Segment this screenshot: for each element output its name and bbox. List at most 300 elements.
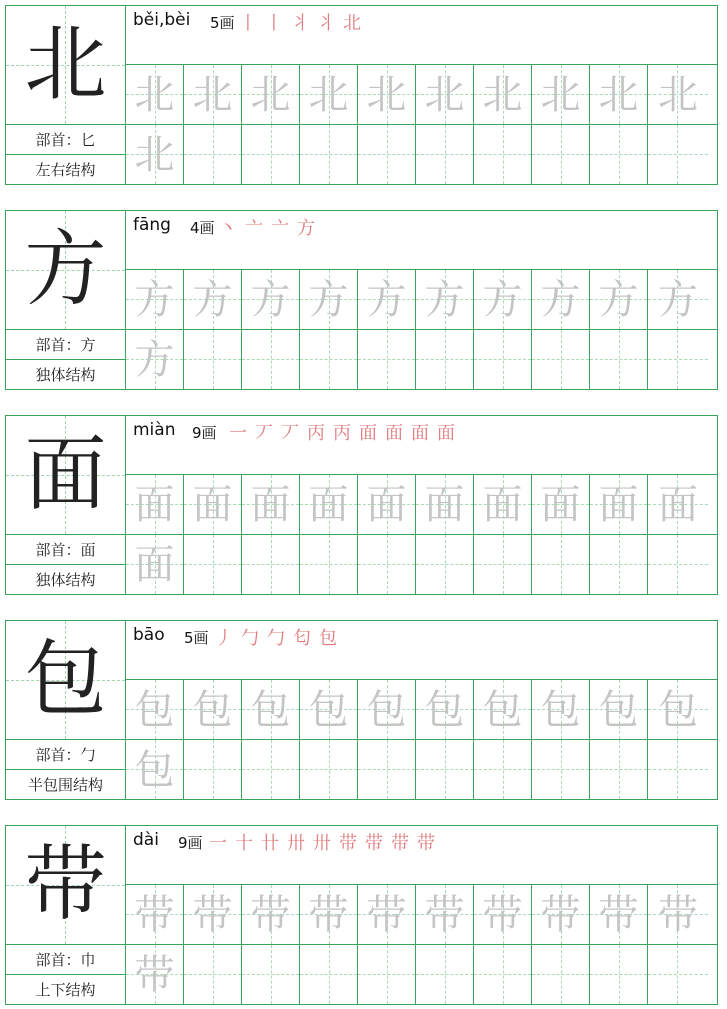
writing-cell[interactable] (590, 270, 648, 329)
stroke-count: 5画 (184, 629, 209, 647)
character-card (5, 620, 718, 800)
trace-character: 带 (482, 891, 523, 938)
trace-character: 包 (250, 686, 291, 733)
stroke-step: 丨 (265, 13, 283, 34)
guide-line (329, 330, 330, 389)
writing-cell[interactable] (416, 945, 474, 1004)
writing-cell[interactable] (300, 885, 358, 944)
stroke-step: 带 (391, 833, 409, 854)
practice-row (126, 945, 717, 1004)
writing-cell[interactable] (358, 885, 416, 944)
guide-line (648, 564, 708, 565)
writing-cell[interactable] (126, 270, 184, 329)
writing-cell[interactable] (184, 680, 242, 739)
writing-cell[interactable] (532, 475, 590, 534)
guide-line (445, 535, 446, 594)
writing-cell[interactable] (242, 125, 300, 184)
guide-line (677, 330, 678, 389)
writing-cell[interactable] (126, 65, 184, 124)
writing-cell[interactable] (532, 945, 590, 1004)
writing-cell[interactable] (532, 270, 590, 329)
writing-cell[interactable] (300, 65, 358, 124)
guide-line (677, 535, 678, 594)
guide-line (387, 740, 388, 799)
radical-label: 部首：方 (6, 330, 125, 360)
trace-character: 包 (598, 686, 639, 733)
writing-cell[interactable] (532, 125, 590, 184)
writing-cell[interactable] (184, 945, 242, 1004)
stroke-step: 丬 (291, 13, 309, 34)
structure-label: 左右结构 (35, 161, 96, 179)
trace-character: 北 (308, 71, 349, 118)
guide-line (329, 740, 330, 799)
tracing-row (126, 270, 717, 330)
guide-line (619, 125, 620, 184)
writing-cell[interactable] (532, 535, 590, 594)
trace-character: 面 (134, 541, 175, 588)
model-character-box (6, 416, 125, 535)
writing-cell[interactable] (242, 270, 300, 329)
tracing-row (126, 475, 717, 535)
stroke-order-sequence (216, 214, 318, 240)
stroke-order-sequence (206, 829, 438, 855)
practice-row (126, 740, 717, 799)
character-card (5, 825, 718, 1005)
stroke-step: 卄 (261, 833, 279, 854)
writing-cell[interactable] (416, 125, 474, 184)
writing-cell[interactable] (532, 885, 590, 944)
writing-cell[interactable] (590, 945, 648, 1004)
radical-label: 部首：匕 (6, 125, 125, 155)
guide-line (619, 330, 620, 389)
trace-character: 方 (308, 276, 349, 323)
pinyin: běi,bèi (133, 10, 191, 30)
writing-cell[interactable] (590, 535, 648, 594)
guide-line (561, 945, 562, 1004)
trace-character: 带 (540, 891, 581, 938)
trace-character: 面 (134, 481, 175, 528)
character-header (126, 6, 717, 65)
guide-line (503, 945, 504, 1004)
writing-cell[interactable] (184, 535, 242, 594)
writing-cell[interactable] (590, 475, 648, 534)
radical-label: 部首：面 (6, 535, 125, 565)
writing-cell[interactable] (242, 680, 300, 739)
trace-character: 带 (424, 891, 465, 938)
pinyin: miàn (133, 420, 176, 440)
structure-label: 上下结构 (35, 981, 96, 999)
trace-character: 包 (134, 686, 175, 733)
guide-line (387, 945, 388, 1004)
character-info-panel (6, 6, 126, 184)
trace-character: 北 (366, 71, 407, 118)
writing-cell[interactable] (242, 740, 300, 799)
trace-character: 北 (134, 131, 175, 178)
trace-character: 面 (424, 481, 465, 528)
writing-cell[interactable] (416, 535, 474, 594)
trace-character: 方 (250, 276, 291, 323)
writing-cell[interactable] (126, 125, 184, 184)
guide-line (271, 740, 272, 799)
stroke-step: 一 (229, 423, 247, 444)
trace-character: 北 (658, 71, 698, 118)
trace-character: 面 (482, 481, 523, 528)
trace-character: 北 (250, 71, 291, 118)
stroke-step: 方 (297, 218, 315, 239)
guide-line (648, 974, 708, 975)
model-character: 北 (24, 17, 107, 112)
writing-cell[interactable] (474, 945, 532, 1004)
trace-character: 面 (308, 481, 349, 528)
guide-line (648, 769, 708, 770)
writing-cell[interactable] (358, 535, 416, 594)
writing-cell[interactable] (416, 65, 474, 124)
guide-line (271, 945, 272, 1004)
guide-line (561, 535, 562, 594)
trace-character: 带 (598, 891, 639, 938)
stroke-step: 勹 (267, 628, 285, 649)
trace-character: 包 (366, 686, 407, 733)
guide-line (213, 535, 214, 594)
writing-cell[interactable] (648, 740, 708, 799)
writing-cell[interactable] (590, 885, 648, 944)
writing-cell[interactable] (126, 680, 184, 739)
guide-line (503, 535, 504, 594)
structure-label: 半包围结构 (27, 776, 103, 794)
trace-character: 北 (540, 71, 581, 118)
writing-cell[interactable] (474, 535, 532, 594)
guide-line (213, 740, 214, 799)
writing-cell[interactable] (648, 475, 708, 534)
guide-line (213, 330, 214, 389)
character-card (5, 210, 718, 390)
pinyin: bāo (133, 625, 165, 645)
writing-cell[interactable] (184, 885, 242, 944)
writing-cell[interactable] (126, 945, 184, 1004)
writing-cell[interactable] (474, 740, 532, 799)
writing-cell[interactable] (474, 885, 532, 944)
writing-cell[interactable] (648, 680, 708, 739)
guide-line (677, 740, 678, 799)
practice-row (126, 535, 717, 594)
writing-cell[interactable] (532, 65, 590, 124)
writing-cell[interactable] (416, 885, 474, 944)
writing-cell[interactable] (474, 270, 532, 329)
guide-line (387, 125, 388, 184)
trace-character: 带 (366, 891, 407, 938)
writing-cell[interactable] (126, 475, 184, 534)
stroke-step: 丿 (215, 628, 233, 649)
guide-line (503, 125, 504, 184)
stroke-step: 亠 (245, 218, 263, 239)
guide-line (329, 125, 330, 184)
trace-character: 北 (134, 71, 175, 118)
guide-line (503, 740, 504, 799)
guide-line (213, 125, 214, 184)
trace-character: 包 (424, 686, 465, 733)
practice-row (126, 330, 717, 389)
stroke-step: 勹 (241, 628, 259, 649)
stroke-step: 面 (359, 423, 377, 444)
trace-character: 北 (192, 71, 233, 118)
writing-cell[interactable] (300, 535, 358, 594)
stroke-step: 带 (417, 833, 435, 854)
guide-line (561, 125, 562, 184)
writing-cell[interactable] (184, 270, 242, 329)
writing-cell[interactable] (358, 270, 416, 329)
writing-cell[interactable] (242, 330, 300, 389)
practice-row (126, 125, 717, 184)
trace-character: 面 (192, 481, 233, 528)
guide-line (387, 330, 388, 389)
practice-panel (126, 6, 717, 184)
writing-cell[interactable] (474, 475, 532, 534)
writing-cell[interactable] (300, 475, 358, 534)
writing-cell[interactable] (590, 125, 648, 184)
trace-character: 带 (308, 891, 349, 938)
pinyin: fāng (133, 215, 171, 235)
writing-cell[interactable] (648, 65, 708, 124)
structure-label: 独体结构 (35, 366, 96, 384)
writing-cell[interactable] (300, 125, 358, 184)
writing-cell[interactable] (532, 740, 590, 799)
writing-cell[interactable] (358, 740, 416, 799)
writing-cell[interactable] (300, 945, 358, 1004)
tracing-row (126, 65, 717, 125)
trace-character: 包 (540, 686, 581, 733)
character-header (126, 826, 717, 885)
writing-cell[interactable] (126, 885, 184, 944)
stroke-step: 十 (235, 833, 253, 854)
stroke-step: 面 (385, 423, 403, 444)
trace-character: 方 (482, 276, 523, 323)
model-character: 方 (24, 222, 107, 317)
writing-cell[interactable] (416, 680, 474, 739)
guide-line (445, 125, 446, 184)
writing-cell[interactable] (126, 740, 184, 799)
stroke-step: 一 (209, 833, 227, 854)
model-character-box (6, 621, 125, 740)
writing-cell[interactable] (358, 475, 416, 534)
writing-cell[interactable] (126, 535, 184, 594)
stroke-step: 带 (365, 833, 383, 854)
guide-line (271, 535, 272, 594)
writing-cell[interactable] (184, 475, 242, 534)
writing-cell[interactable] (184, 740, 242, 799)
writing-cell[interactable] (648, 885, 708, 944)
writing-cell[interactable] (242, 535, 300, 594)
writing-cell[interactable] (358, 65, 416, 124)
trace-character: 包 (658, 686, 698, 733)
guide-line (561, 330, 562, 389)
stroke-step: 北 (343, 13, 361, 34)
stroke-step: 面 (411, 423, 429, 444)
writing-cell[interactable] (532, 330, 590, 389)
guide-line (648, 359, 708, 360)
model-character: 带 (24, 837, 107, 932)
guide-line (445, 740, 446, 799)
writing-cell[interactable] (242, 885, 300, 944)
character-card (5, 5, 718, 185)
stroke-step: 丆 (255, 423, 273, 444)
stroke-step: 丶 (219, 218, 237, 239)
stroke-count: 5画 (210, 14, 235, 32)
trace-character: 带 (134, 891, 175, 938)
writing-cell[interactable] (648, 270, 708, 329)
writing-cell[interactable] (300, 740, 358, 799)
trace-character: 面 (658, 481, 698, 528)
trace-character: 带 (658, 891, 698, 938)
structure-label: 独体结构 (35, 571, 96, 589)
trace-character: 方 (424, 276, 465, 323)
guide-line (619, 535, 620, 594)
guide-line (329, 945, 330, 1004)
radical-label: 部首：勹 (6, 740, 125, 770)
guide-line (561, 740, 562, 799)
stroke-order-sequence (212, 624, 340, 650)
stroke-step: 丆 (281, 423, 299, 444)
writing-cell[interactable] (300, 680, 358, 739)
stroke-step: 亠 (271, 218, 289, 239)
writing-cell[interactable] (126, 330, 184, 389)
guide-line (677, 945, 678, 1004)
stroke-step: 丙 (333, 423, 351, 444)
pinyin: dài (133, 830, 159, 850)
model-character: 面 (24, 427, 107, 522)
tracing-row (126, 680, 717, 740)
trace-character: 带 (134, 951, 175, 998)
guide-line (387, 535, 388, 594)
trace-character: 带 (250, 891, 291, 938)
writing-cell[interactable] (184, 65, 242, 124)
guide-line (677, 125, 678, 184)
trace-character: 包 (134, 746, 175, 793)
trace-character: 带 (192, 891, 233, 938)
trace-character: 面 (250, 481, 291, 528)
writing-cell[interactable] (590, 680, 648, 739)
writing-cell[interactable] (648, 535, 708, 594)
trace-character: 方 (658, 276, 698, 323)
writing-cell[interactable] (416, 270, 474, 329)
writing-cell[interactable] (242, 945, 300, 1004)
writing-cell[interactable] (474, 125, 532, 184)
writing-cell[interactable] (474, 65, 532, 124)
character-header (126, 416, 717, 475)
trace-character: 面 (598, 481, 639, 528)
guide-line (271, 330, 272, 389)
stroke-count: 9画 (192, 424, 217, 442)
trace-character: 包 (308, 686, 349, 733)
writing-cell[interactable] (358, 680, 416, 739)
trace-character: 面 (366, 481, 407, 528)
writing-cell[interactable] (416, 330, 474, 389)
stroke-step: 卅 (313, 833, 331, 854)
character-card (5, 415, 718, 595)
writing-cell[interactable] (648, 945, 708, 1004)
writing-cell[interactable] (358, 125, 416, 184)
writing-cell[interactable] (242, 65, 300, 124)
writing-cell[interactable] (358, 330, 416, 389)
character-info-panel (6, 211, 126, 389)
guide-line (445, 945, 446, 1004)
stroke-step: 丙 (307, 423, 325, 444)
tracing-row (126, 885, 717, 945)
stroke-step: 丬 (317, 13, 335, 34)
guide-line (648, 154, 708, 155)
writing-cell[interactable] (648, 125, 708, 184)
guide-line (329, 535, 330, 594)
writing-cell[interactable] (416, 475, 474, 534)
character-header (126, 211, 717, 270)
guide-line (619, 945, 620, 1004)
writing-cell[interactable] (300, 330, 358, 389)
guide-line (619, 740, 620, 799)
model-character-box (6, 6, 125, 125)
writing-cell[interactable] (358, 945, 416, 1004)
stroke-step: 带 (339, 833, 357, 854)
practice-panel (126, 826, 717, 1004)
trace-character: 方 (366, 276, 407, 323)
trace-character: 方 (134, 276, 175, 323)
guide-line (445, 330, 446, 389)
model-character-box (6, 826, 125, 945)
writing-cell[interactable] (590, 65, 648, 124)
writing-cell[interactable] (184, 330, 242, 389)
trace-character: 面 (540, 481, 581, 528)
practice-panel (126, 211, 717, 389)
guide-line (213, 945, 214, 1004)
stroke-order-sequence (226, 419, 458, 445)
guide-line (271, 125, 272, 184)
stroke-count: 4画 (190, 219, 215, 237)
trace-character: 北 (482, 71, 523, 118)
writing-cell[interactable] (242, 475, 300, 534)
stroke-step: 面 (437, 423, 455, 444)
model-character-box (6, 211, 125, 330)
stroke-step: 卅 (287, 833, 305, 854)
writing-cell[interactable] (474, 330, 532, 389)
writing-cell[interactable] (416, 740, 474, 799)
stroke-step: 丨 (239, 13, 257, 34)
stroke-step: 匂 (293, 628, 311, 649)
trace-character: 方 (540, 276, 581, 323)
writing-cell[interactable] (532, 680, 590, 739)
trace-character: 北 (598, 71, 639, 118)
model-character: 包 (24, 632, 107, 727)
practice-panel (126, 621, 717, 799)
trace-character: 北 (424, 71, 465, 118)
radical-label: 部首：巾 (6, 945, 125, 975)
character-info-panel (6, 826, 126, 1004)
writing-cell[interactable] (184, 125, 242, 184)
practice-panel (126, 416, 717, 594)
guide-line (503, 330, 504, 389)
trace-character: 包 (192, 686, 233, 733)
character-info-panel (6, 621, 126, 799)
trace-character: 包 (482, 686, 523, 733)
stroke-count: 9画 (178, 834, 203, 852)
writing-cell[interactable] (474, 680, 532, 739)
writing-cell[interactable] (648, 330, 708, 389)
writing-cell[interactable] (300, 270, 358, 329)
writing-cell[interactable] (590, 330, 648, 389)
writing-cell[interactable] (590, 740, 648, 799)
trace-character: 方 (598, 276, 639, 323)
stroke-order-sequence (236, 9, 364, 35)
trace-character: 方 (134, 336, 175, 383)
stroke-step: 包 (319, 628, 337, 649)
character-info-panel (6, 416, 126, 594)
